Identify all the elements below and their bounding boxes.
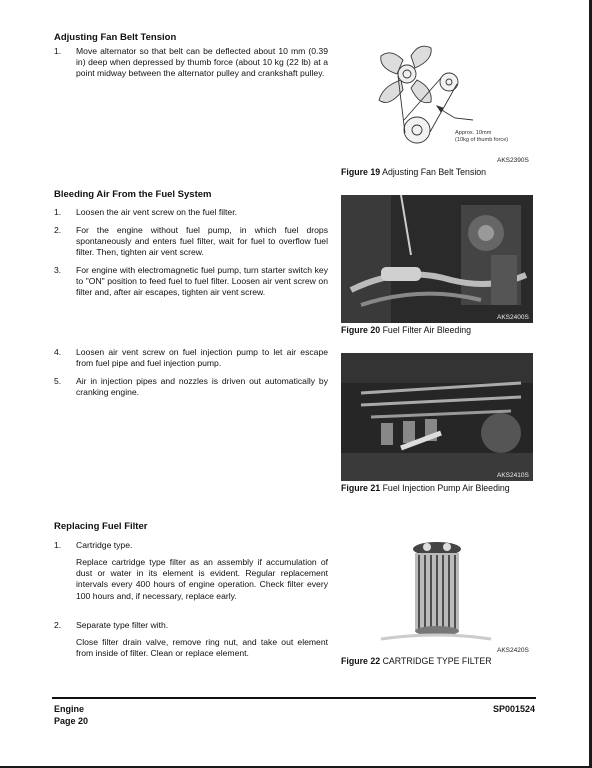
list-item	[54, 347, 328, 369]
item-detail: Close filter drain valve, remove ring nut, and take out element from inside of filter. Clean or replace element.	[76, 637, 328, 659]
item-text: Air in injection pipes and nozzles is driven out automatically by cranking engine.	[76, 376, 328, 398]
list-item	[54, 620, 328, 631]
figure-code: AKS2400S	[497, 314, 529, 321]
figure-label: Figure 20	[341, 325, 381, 335]
footer-divider	[52, 697, 536, 699]
figure-caption	[341, 656, 492, 666]
footer-section: Engine	[54, 704, 85, 714]
list-item	[54, 376, 328, 398]
figure-label: Figure 19	[341, 167, 381, 177]
item-number: 2.	[54, 620, 62, 630]
figure-label: Figure 22	[341, 656, 381, 666]
footer-page-number: Page 20	[54, 716, 89, 726]
item-number: 1.	[54, 540, 62, 550]
item-text: For engine with electromagnetic fuel pump, turn starter switch key to "ON" position to feed fuel to fuel filter. Loosen air vent screw on filter and, after air escapes, tighten air vent screw.	[76, 265, 328, 298]
figure-code: AKS2410S	[497, 472, 529, 479]
figure-code: AKS2420S	[497, 647, 529, 654]
figure-caption	[341, 483, 510, 493]
item-text: Move alternator so that belt can be deflected about 10 mm (0.39 in) deep when depressed by thumb force (about 10 kg (22 lb) at a point midway between the alternator pulley and crankshaft pulley.	[76, 46, 328, 79]
injection-pump-photo	[341, 353, 533, 481]
item-number: 1.	[54, 46, 62, 56]
figure-caption	[341, 325, 471, 335]
list-item	[54, 265, 328, 299]
figure-title: CARTRIDGE TYPE FILTER	[382, 656, 492, 666]
item-number: 3.	[54, 265, 62, 275]
figure-title: Adjusting Fan Belt Tension	[382, 167, 487, 177]
figure-caption	[341, 167, 486, 177]
item-text: For the engine without fuel pump, in which fuel drops spontaneously and enters fuel filter, wait for fuel to overflow fuel filter. Then, tighten air vent screw.	[76, 225, 328, 258]
list-item	[54, 207, 328, 218]
item-number: 5.	[54, 376, 62, 386]
list-item	[54, 46, 328, 80]
figure-code: AKS2390S	[497, 157, 529, 164]
item-text: Cartridge type.	[76, 540, 133, 550]
heading-fan-belt: Adjusting Fan Belt Tension	[54, 32, 177, 43]
item-number: 2.	[54, 225, 62, 235]
item-text: Loosen air vent screw on fuel injection pump to let air escape from fuel pipe and fuel injection pump.	[76, 347, 328, 369]
cartridge-filter-photo	[341, 535, 533, 647]
item-text: Loosen the air vent screw on the fuel filter.	[76, 207, 237, 217]
fan-belt-illustration	[341, 38, 533, 158]
list-item	[54, 225, 328, 259]
figure-title: Fuel Injection Pump Air Bleeding	[382, 483, 510, 493]
heading-bleeding: Bleeding Air From the Fuel System	[54, 189, 212, 200]
item-text: Separate type filter with.	[76, 620, 169, 630]
heading-fuel-filter: Replacing Fuel Filter	[54, 521, 148, 532]
figure-title: Fuel Filter Air Bleeding	[382, 325, 472, 335]
list-item	[54, 540, 328, 551]
item-number: 4.	[54, 347, 62, 357]
footer-doc-id: SP001524	[492, 704, 535, 714]
item-number: 1.	[54, 207, 62, 217]
fuel-filter-photo	[341, 195, 533, 323]
callout-text: Approx. 10mm	[455, 130, 492, 136]
figure-label: Figure 21	[341, 483, 381, 493]
callout-text: (10kg of thumb force)	[455, 137, 509, 143]
item-detail: Replace cartridge type filter as an assembly if accumulation of dust or water in its element is evident. Regular replacement intervals every 400 hours of engine operation. Check filter every 100 hours and, if necessary, replace early.	[76, 557, 328, 601]
